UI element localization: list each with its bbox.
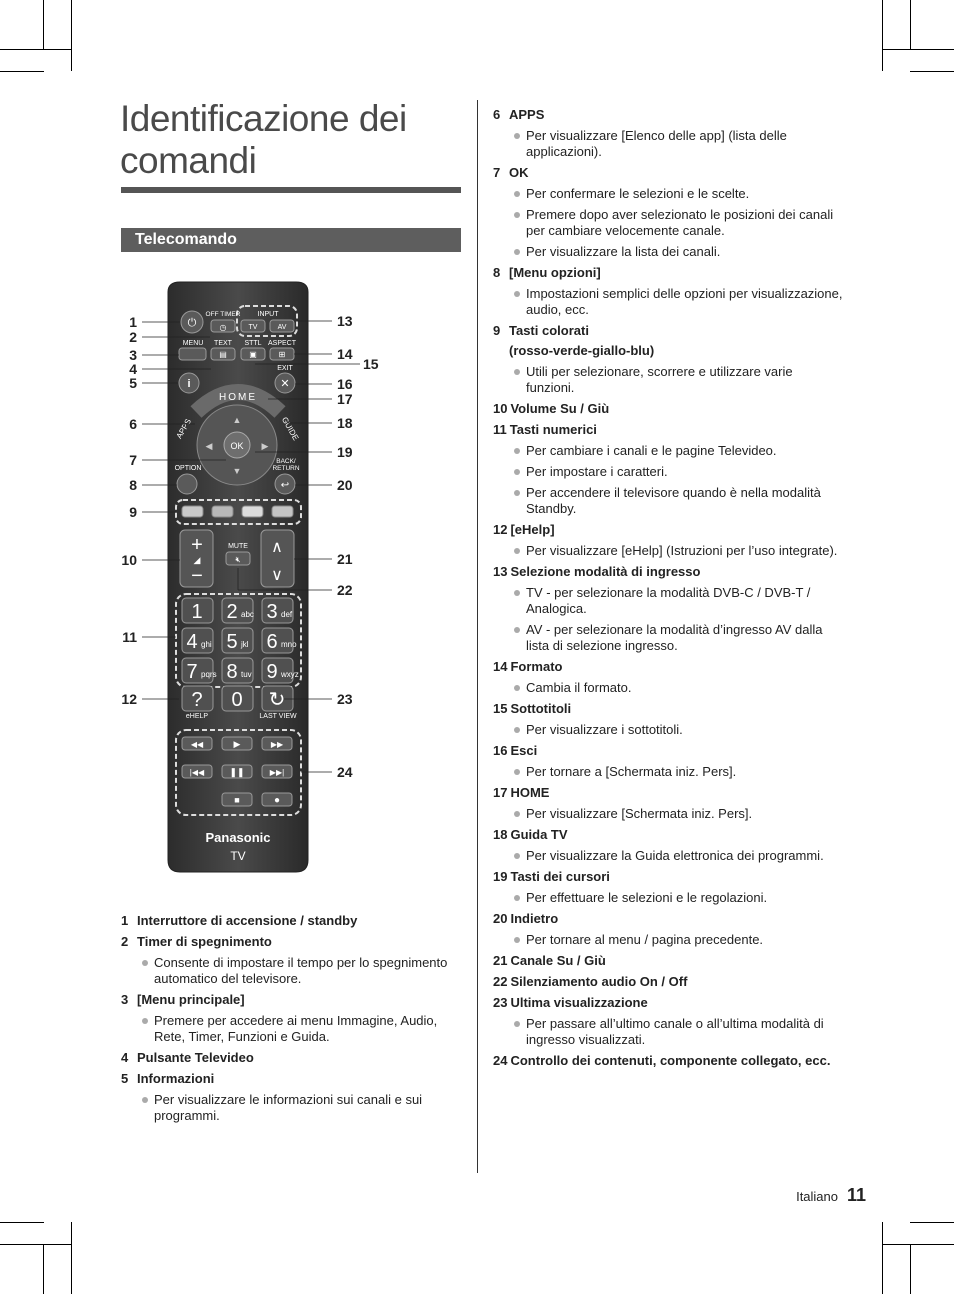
- footer-language: Italiano: [796, 1189, 838, 1204]
- right-item-list: [493, 107, 843, 1069]
- close-icon: ✕: [280, 378, 290, 390]
- keypad-letters: abc: [241, 610, 254, 619]
- item-heading: [493, 869, 843, 885]
- callout-number: 11: [122, 629, 137, 645]
- list-item: [493, 522, 843, 559]
- keypad-digit: ↻: [268, 689, 286, 711]
- item-bullet: Per visualizzare le informazioni sui canali e sui programmi.: [121, 1092, 466, 1124]
- list-item: [121, 913, 466, 929]
- item-number: 5: [121, 1071, 129, 1086]
- crop-mark: [0, 71, 44, 72]
- crop-mark: [910, 0, 911, 50]
- item-label: Controllo dei contenuti, componente collegato, ecc.: [510, 1053, 831, 1068]
- item-label: Tasti colorati: [509, 323, 589, 338]
- item-bullet: Per effettuare le selezioni e le regolazioni.: [493, 890, 843, 906]
- keypad-digit: 2: [226, 601, 238, 623]
- item-number: 16: [493, 743, 508, 758]
- red-button: [182, 506, 203, 517]
- callout-number: 24: [337, 764, 353, 780]
- list-item: [493, 974, 843, 990]
- item-bullet: Per passare all’ultimo canale o all’ultima modalità di ingresso visualizzati.: [493, 1016, 843, 1048]
- back-arrow-icon: ↩: [280, 480, 290, 491]
- item-number: 17: [493, 785, 508, 800]
- callout-number: 20: [337, 477, 353, 493]
- list-item: [493, 323, 843, 396]
- item-bullet: Per visualizzare [eHelp] (Istruzioni per l’uso integrate).: [493, 543, 843, 559]
- item-number: 21: [493, 953, 508, 968]
- list-item: [493, 743, 843, 780]
- sttl-label: STTL: [244, 340, 262, 347]
- item-bullet: Per cambiare i canali e le pagine Televideo.: [493, 443, 843, 459]
- title-line-2: comandi: [120, 140, 257, 181]
- crop-mark: [883, 49, 954, 50]
- item-label: [eHelp]: [510, 522, 555, 537]
- item-number: 24: [493, 1053, 508, 1068]
- list-item: [493, 1053, 843, 1069]
- keypad-digit: 1: [191, 601, 203, 623]
- list-item: [121, 1050, 466, 1066]
- list-item: [493, 869, 843, 906]
- list-item: [121, 934, 466, 987]
- item-heading: [493, 785, 843, 801]
- home-label: HOME: [219, 392, 257, 403]
- item-heading: [493, 743, 843, 759]
- minus-icon: −: [191, 565, 203, 587]
- stop-icon: ■: [234, 795, 240, 805]
- item-bullet: Impostazioni semplici delle opzioni per visualizzazione, audio, ecc.: [493, 286, 843, 318]
- callout-number: 3: [129, 347, 137, 363]
- item-heading: [121, 1071, 466, 1087]
- item-number: 18: [493, 827, 508, 842]
- item-heading: [493, 522, 843, 538]
- crop-mark: [71, 0, 72, 71]
- cursor-down-icon: ▼: [232, 466, 242, 476]
- item-heading: [493, 107, 843, 123]
- title-rule: [121, 187, 461, 193]
- crop-mark: [910, 71, 954, 72]
- item-label: Ultima visualizzazione: [510, 995, 648, 1010]
- callout-number: 21: [337, 551, 353, 567]
- keypad-digit: 4: [186, 631, 198, 653]
- keypad-digit: 6: [266, 631, 278, 653]
- keypad-letters: pqrs: [201, 670, 217, 679]
- item-label: Esci: [510, 743, 538, 758]
- item-heading: [493, 265, 843, 281]
- callout-number: 1: [129, 314, 137, 330]
- item-bullet: Premere dopo aver selezionato le posizioni dei canali per cambiare velocemente canale.: [493, 207, 843, 239]
- item-bullet: Per visualizzare la lista dei canali.: [493, 244, 843, 260]
- item-bullet: Utili per selezionare, scorrere e utilizzare varie funzioni.: [493, 364, 843, 396]
- list-item: [493, 785, 843, 822]
- list-item: [493, 911, 843, 948]
- item-label: OK: [509, 165, 529, 180]
- green-button: [212, 506, 233, 517]
- clock-icon: ◷: [219, 323, 227, 332]
- item-label: Timer di spegnimento: [137, 934, 272, 949]
- power-icon: ⏻: [187, 317, 197, 329]
- rewind-icon: ◀◀: [190, 740, 204, 749]
- cursor-up-icon: ▲: [232, 415, 242, 425]
- pause-icon: ❚❚: [229, 767, 245, 777]
- item-number: 7: [493, 165, 501, 180]
- item-heading: [493, 953, 843, 969]
- item-number: 12: [493, 522, 508, 537]
- item-number: 20: [493, 911, 508, 926]
- item-number: 1: [121, 913, 129, 928]
- item-bullet: Per tornare a [Schermata iniz. Pers].: [493, 764, 843, 780]
- menu-label: MENU: [182, 340, 204, 347]
- item-bullet: TV - per selezionare la modalità DVB-C / DVB-T / Analogica.: [493, 585, 843, 617]
- list-item: [493, 701, 843, 738]
- keypad-digit: 3: [266, 601, 278, 623]
- remote-illustration: [110, 275, 390, 875]
- av-label: AV: [277, 324, 287, 331]
- callout-number: 17: [337, 391, 353, 407]
- item-heading: [493, 401, 843, 417]
- yellow-button: [242, 506, 263, 517]
- fast-forward-icon: ▶▶: [270, 740, 284, 749]
- back-label: BACK/: [276, 458, 296, 465]
- skip-back-icon: |◀◀: [189, 768, 205, 777]
- ehelp-label: eHELP: [185, 713, 209, 720]
- guide-label: GUIDE: [279, 415, 301, 442]
- page-title: [120, 98, 480, 182]
- callout-number: 16: [337, 376, 353, 392]
- play-icon: ▶: [233, 739, 241, 749]
- channel-up-icon: ∧: [271, 539, 283, 556]
- item-bullet: Per confermare le selezioni e le scelte.: [493, 186, 843, 202]
- keypad-letters: jkl: [241, 640, 249, 649]
- item-heading: [493, 974, 843, 990]
- model-label: TV: [230, 849, 246, 863]
- option-button: [177, 474, 197, 494]
- list-item: [493, 827, 843, 864]
- item-heading: [493, 564, 843, 580]
- callout-number: 23: [337, 691, 353, 707]
- item-label: [Menu opzioni]: [509, 265, 601, 280]
- callout-number: 12: [121, 691, 137, 707]
- item-label: Guida TV: [510, 827, 568, 842]
- keypad-digit: 5: [226, 631, 238, 653]
- item-heading: [121, 992, 466, 1008]
- item-number: 22: [493, 974, 508, 989]
- crop-mark: [910, 1244, 911, 1294]
- list-item: [493, 564, 843, 654]
- keypad-letters: ghi: [201, 640, 212, 649]
- item-heading: [493, 422, 843, 438]
- blue-button: [272, 506, 293, 517]
- volume-icon: ◢: [193, 555, 201, 565]
- item-heading: [121, 913, 466, 929]
- item-bullet: Consente di impostare il tempo per lo spegnimento automatico del televisore.: [121, 955, 466, 987]
- item-number: 2: [121, 934, 129, 949]
- plus-icon: +: [191, 534, 203, 556]
- list-item: [493, 107, 843, 160]
- keypad-letters: tuv: [241, 670, 252, 679]
- item-bullet: Cambia il formato.: [493, 680, 843, 696]
- keypad-letters: wxyz: [281, 670, 299, 679]
- section-heading: Telecomando: [121, 228, 461, 252]
- list-item: [493, 995, 843, 1048]
- crop-mark: [43, 1244, 44, 1294]
- keypad-digit: 9: [266, 661, 278, 683]
- callout-number: 13: [337, 313, 353, 329]
- item-heading: [493, 659, 843, 675]
- crop-mark: [883, 1244, 954, 1245]
- apps-label: APPS: [174, 417, 194, 441]
- item-heading: [493, 911, 843, 927]
- item-number: 11: [493, 422, 507, 437]
- return-label: RETURN: [272, 465, 300, 472]
- mute-label: MUTE: [228, 543, 248, 550]
- item-bullet: AV - per selezionare la modalità d’ingresso AV dalla lista di selezione ingresso.: [493, 622, 843, 654]
- item-number: 4: [121, 1050, 129, 1065]
- title-line-1: Identificazione dei: [120, 98, 407, 139]
- tv-label: TV: [248, 324, 258, 331]
- info-icon: i: [187, 378, 191, 390]
- teletext-icon: ▤: [219, 350, 227, 359]
- crop-mark: [71, 1222, 72, 1294]
- callout-number: 19: [337, 444, 353, 460]
- item-bullet: Per tornare al menu / pagina precedente.: [493, 932, 843, 948]
- list-item: [493, 953, 843, 969]
- keypad-digit: ?: [191, 689, 203, 711]
- column-divider: [477, 100, 478, 1173]
- item-heading: [121, 934, 466, 950]
- aspect-label: ASPECT: [267, 340, 297, 347]
- item-number: 14: [493, 659, 508, 674]
- callout-number: 8: [129, 477, 137, 493]
- item-heading: [121, 1050, 466, 1066]
- item-bullet: Per visualizzare [Elenco delle app] (lista delle applicazioni).: [493, 128, 843, 160]
- record-icon: ●: [273, 795, 281, 806]
- item-heading: [493, 995, 843, 1011]
- channel-down-icon: ∨: [271, 567, 283, 584]
- item-heading: [493, 827, 843, 843]
- callout-number: 9: [129, 504, 137, 520]
- item-label: APPS: [509, 107, 545, 122]
- callout-number: 15: [363, 356, 379, 372]
- off-timer-label: OFF TIMER: [205, 311, 241, 318]
- crop-mark: [43, 0, 44, 50]
- item-bullet: Premere per accedere ai menu Immagine, Audio, Rete, Timer, Funzioni e Guida.: [121, 1013, 466, 1045]
- item-heading: [493, 165, 843, 181]
- subtitle-icon: ▣: [249, 350, 257, 359]
- keypad-letters: mno: [281, 640, 297, 649]
- item-label: Pulsante Televideo: [137, 1050, 254, 1065]
- ok-label: OK: [230, 441, 244, 451]
- keypad: [182, 598, 299, 720]
- callout-number: 4: [129, 361, 137, 377]
- item-label: Tasti numerici: [509, 422, 597, 437]
- keypad-digit: 8: [226, 661, 238, 683]
- item-label: Selezione modalità di ingresso: [510, 564, 701, 579]
- item-number: 3: [121, 992, 129, 1007]
- crop-mark: [0, 49, 71, 50]
- item-label: Interruttore di accensione / standby: [137, 913, 358, 928]
- left-item-list: [121, 913, 466, 1129]
- cursor-right-icon: ▶: [261, 441, 269, 451]
- menu-button: [179, 348, 206, 360]
- cursor-left-icon: ◀: [205, 441, 213, 451]
- item-number: 9: [493, 323, 501, 338]
- item-label: Formato: [510, 659, 563, 674]
- item-number: 6: [493, 107, 501, 122]
- list-item: [121, 992, 466, 1045]
- option-label: OPTION: [174, 465, 202, 472]
- item-number: 23: [493, 995, 508, 1010]
- list-item: [493, 422, 843, 517]
- item-label: Sottotitoli: [510, 701, 572, 716]
- list-item: [493, 401, 843, 417]
- item-label: Indietro: [510, 911, 559, 926]
- callout-number: 6: [129, 416, 137, 432]
- input-label: INPUT: [257, 311, 279, 318]
- item-label: Silenziamento audio On / Off: [510, 974, 688, 989]
- item-bullet: Per visualizzare la Guida elettronica dei programmi.: [493, 848, 843, 864]
- crop-mark: [0, 1222, 44, 1223]
- crop-mark: [882, 1222, 883, 1294]
- exit-label: EXIT: [277, 365, 293, 372]
- skip-forward-icon: ▶▶|: [269, 768, 285, 777]
- callout-number: 2: [129, 329, 137, 345]
- list-item: [493, 165, 843, 260]
- list-item: [493, 659, 843, 696]
- item-bullet: Per visualizzare i sottotitoli.: [493, 722, 843, 738]
- last-view-label: LAST VIEW: [259, 713, 297, 720]
- item-label: HOME: [510, 785, 550, 800]
- crop-mark: [0, 1244, 71, 1245]
- item-bullet: Per accendere il televisore quando è nella modalità Standby.: [493, 485, 843, 517]
- item-heading: [493, 323, 843, 339]
- item-heading: [493, 701, 843, 717]
- aspect-icon: ⊞: [278, 350, 286, 359]
- list-item: [121, 1071, 466, 1124]
- mute-icon: 🔇︎: [235, 555, 241, 564]
- callout-number: 18: [337, 415, 353, 431]
- page-number: 11: [846, 1185, 866, 1205]
- text-label: TEXT: [214, 340, 232, 347]
- brand-logo: Panasonic: [205, 830, 271, 845]
- item-label: Volume Su / Giù: [510, 401, 610, 416]
- keypad-letters: def: [281, 610, 293, 619]
- item-bullet: Per visualizzare [Schermata iniz. Pers].: [493, 806, 843, 822]
- item-label: Informazioni: [137, 1071, 215, 1086]
- item-number: 19: [493, 869, 508, 884]
- list-item: [493, 265, 843, 318]
- callout-number: 7: [129, 452, 137, 468]
- callout-number: 5: [129, 375, 137, 391]
- item-label: Tasti dei cursori: [510, 869, 610, 884]
- keypad-digit: 7: [186, 661, 198, 683]
- item-number: 8: [493, 265, 501, 280]
- item-label: Canale Su / Giù: [510, 953, 606, 968]
- item-label-continued: (rosso-verde-giallo-blu): [509, 343, 655, 358]
- callout-number: 14: [337, 346, 353, 362]
- crop-mark: [910, 1222, 954, 1223]
- item-number: 10: [493, 401, 508, 416]
- callout-number: 10: [121, 552, 137, 568]
- item-number: 15: [493, 701, 508, 716]
- item-number: 13: [493, 564, 508, 579]
- item-heading: [493, 1053, 843, 1069]
- keypad-digit: 0: [231, 689, 243, 711]
- callout-number: 22: [337, 582, 353, 598]
- item-label: [Menu principale]: [137, 992, 245, 1007]
- crop-mark: [882, 0, 883, 71]
- item-bullet: Per impostare i caratteri.: [493, 464, 843, 480]
